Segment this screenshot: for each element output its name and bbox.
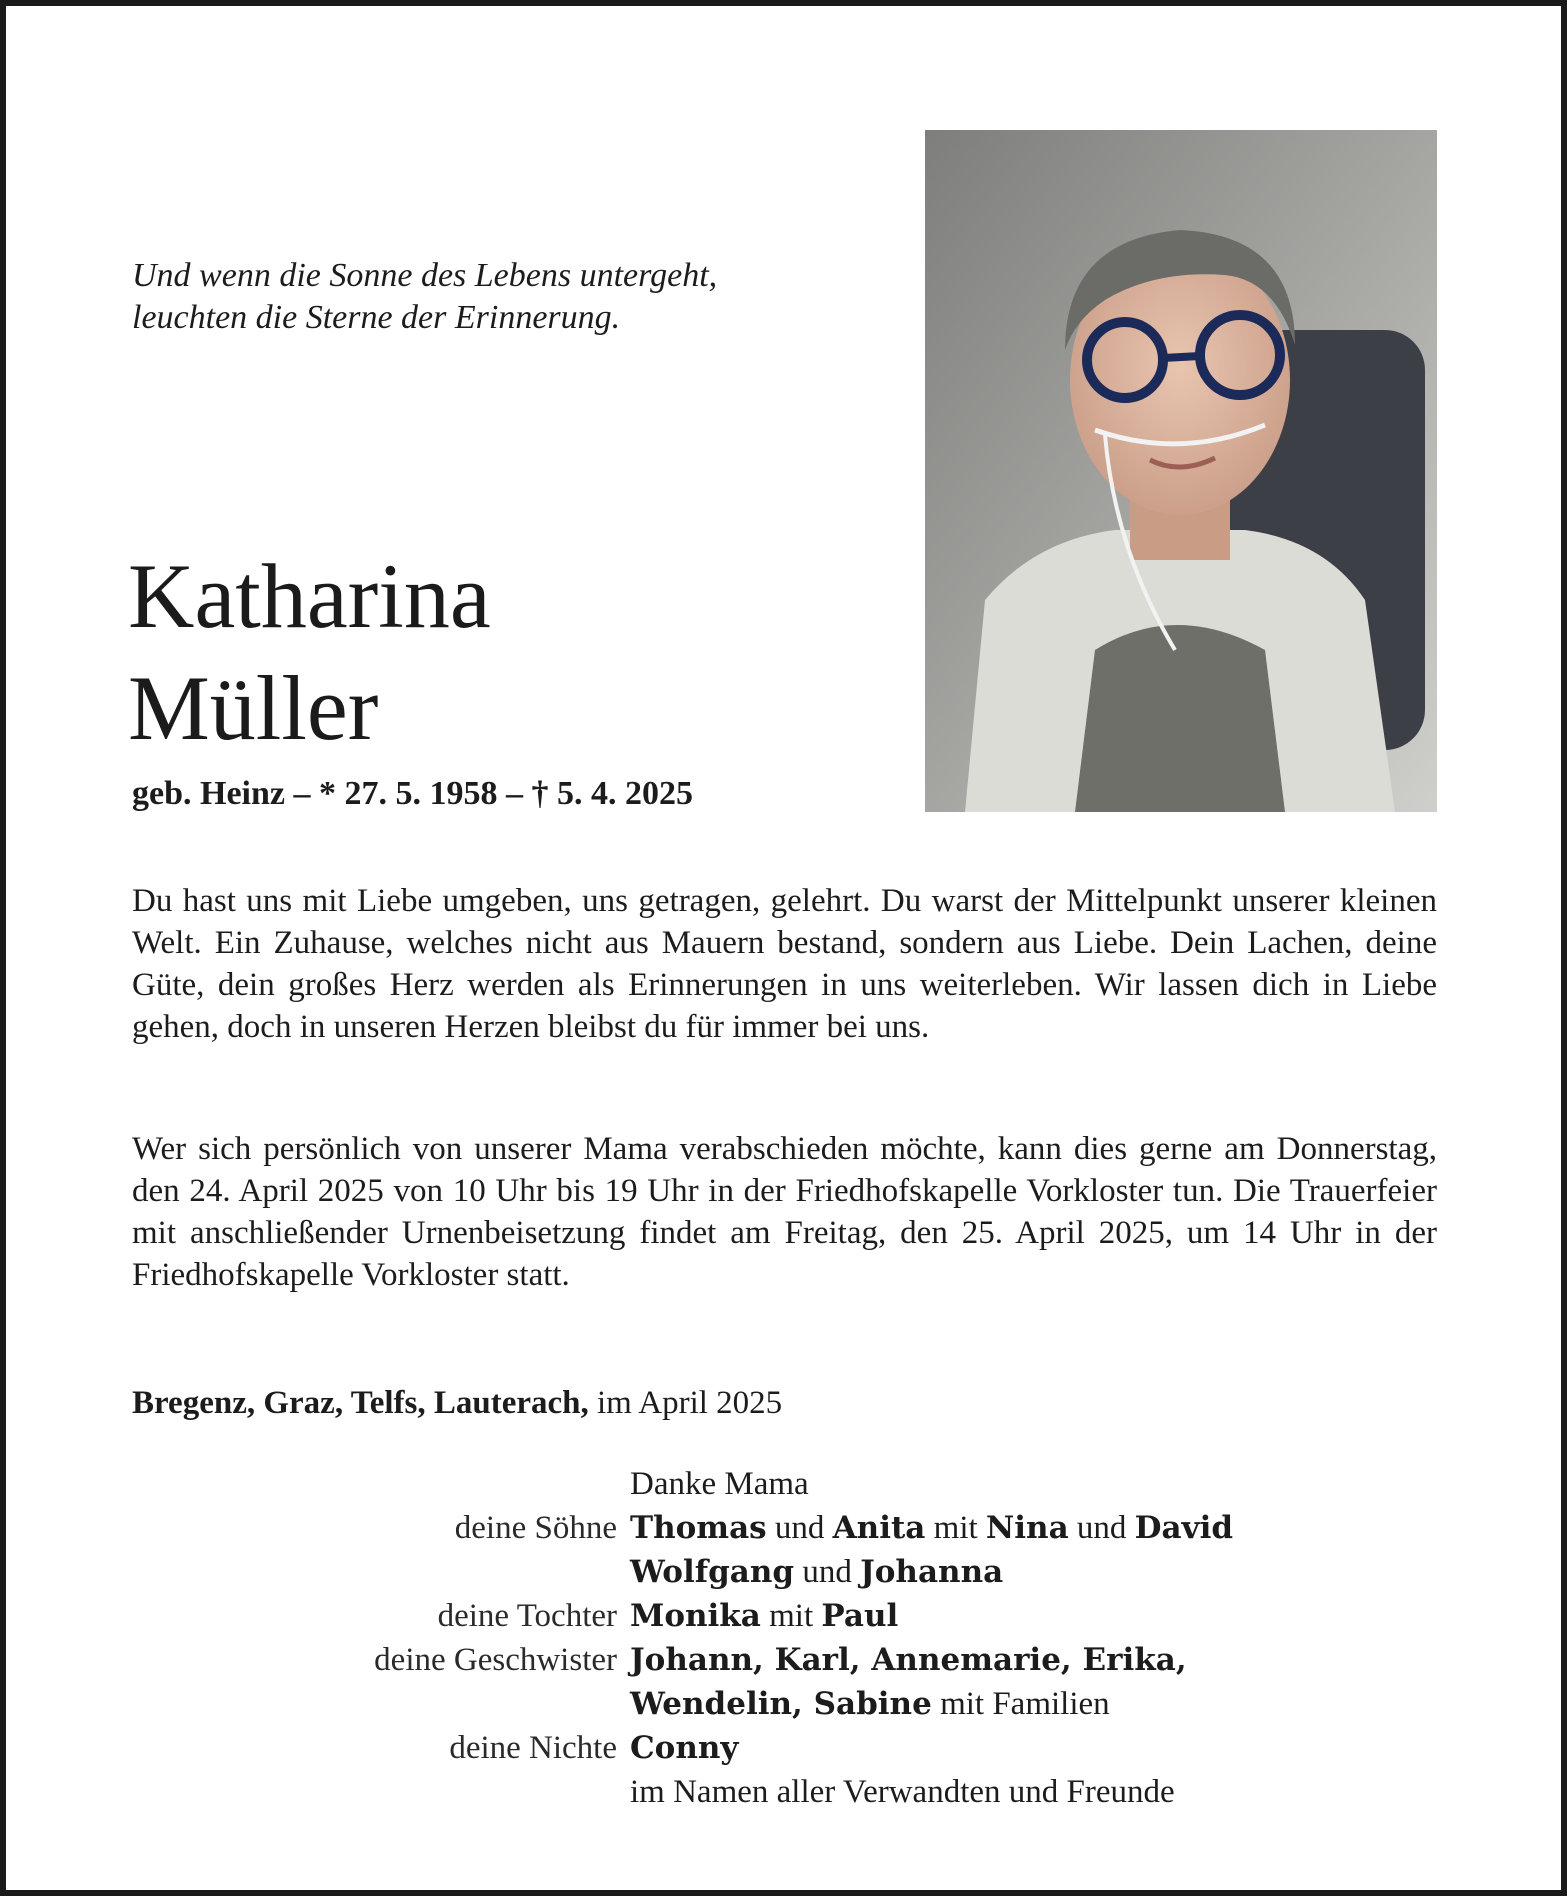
- tribute-paragraph: Du hast uns mit Liebe umgeben, uns getragen, gelehrt. Du warst der Mittelpunkt unserer kleinen Welt. Ein Zuhause, welches nicht aus Mauern bestand, sondern aus Liebe. Dein Lachen, deine Güte, dein großes Herz werden als Erinnerungen in uns weiterleben. Wir lassen dich in Liebe gehen, doch in unseren Herzen bleibst du für immer bei uns.: [132, 883, 1437, 1045]
- mourner-row: [0, 1594, 1567, 1638]
- cities: Bregenz, Graz, Telfs, Lauterach,: [132, 1385, 589, 1421]
- mourners-list: [0, 1462, 1567, 1814]
- month-year: im April 2025: [597, 1385, 783, 1421]
- relation-label: deine Nichte: [449, 1730, 617, 1766]
- connector-text: und: [794, 1554, 861, 1590]
- relative-name: Monika: [630, 1598, 761, 1634]
- portrait-photo: [925, 130, 1437, 812]
- connector-text: im Namen aller Verwandten und Freunde: [630, 1774, 1175, 1810]
- relative-names: [630, 1770, 1175, 1814]
- relative-name: Nina: [985, 1510, 1069, 1546]
- relative-names: [630, 1550, 1003, 1594]
- relative-name: Thomas: [630, 1510, 767, 1546]
- relative-names: [630, 1638, 1187, 1682]
- mourner-row: [0, 1550, 1567, 1594]
- first-name: Katharina: [128, 545, 491, 647]
- connector-text: mit Familien: [931, 1686, 1110, 1722]
- relative-names: [630, 1594, 898, 1638]
- mourner-row: [0, 1726, 1567, 1770]
- relative-name: Anita: [832, 1510, 926, 1546]
- birth-death-dates: geb. Heinz – * 27. 5. 1958 – † 5. 4. 2025: [132, 775, 693, 812]
- relative-name: Wolfgang: [630, 1554, 795, 1590]
- relative-name: Johanna: [860, 1554, 1004, 1590]
- relative-name: Johann, Karl, Annemarie, Erika,: [630, 1642, 1187, 1678]
- relation-label: deine Tochter: [437, 1598, 617, 1634]
- connector-text: mit: [760, 1598, 822, 1634]
- mourner-row: [0, 1506, 1567, 1550]
- mourner-row: [0, 1638, 1567, 1682]
- memorial-quote: [132, 255, 862, 339]
- relative-names: [630, 1506, 1233, 1550]
- mourner-row: [0, 1682, 1567, 1726]
- connector-text: und: [1068, 1510, 1135, 1546]
- mourner-row: [0, 1770, 1567, 1814]
- relative-names: [630, 1682, 1110, 1726]
- relative-name: David: [1134, 1510, 1234, 1546]
- relative-name: Conny: [630, 1730, 739, 1766]
- connector-text: und: [766, 1510, 833, 1546]
- deceased-name: [128, 540, 491, 764]
- thanks-line: Danke Mama: [630, 1466, 809, 1502]
- connector-text: mit: [925, 1510, 986, 1546]
- relative-name: Paul: [821, 1598, 899, 1634]
- relation-label: deine Geschwister: [374, 1642, 617, 1678]
- relative-names: [630, 1726, 738, 1770]
- quote-line-2: leuchten die Sterne der Erinnerung.: [132, 299, 621, 336]
- relative-name: Wendelin, Sabine: [630, 1686, 932, 1722]
- quote-line-1: Und wenn die Sonne des Lebens untergeht,: [132, 257, 718, 294]
- last-name: Müller: [128, 657, 379, 759]
- relation-label: deine Söhne: [454, 1510, 617, 1546]
- place-and-date: [132, 1385, 782, 1422]
- farewell-info-paragraph: Wer sich persönlich von unserer Mama verabschieden möchte, kann dies gerne am Donnerstag, den 24. April 2025 von 10 Uhr bis 19 Uhr in der Friedhofskapelle Vorkloster tun. Die Trauerfeier mit anschließender Urnenbeisetzung findet am Freitag, den 25. April 2025, um 14 Uhr in der Friedhofskapelle Vorkloster statt.: [132, 1131, 1437, 1293]
